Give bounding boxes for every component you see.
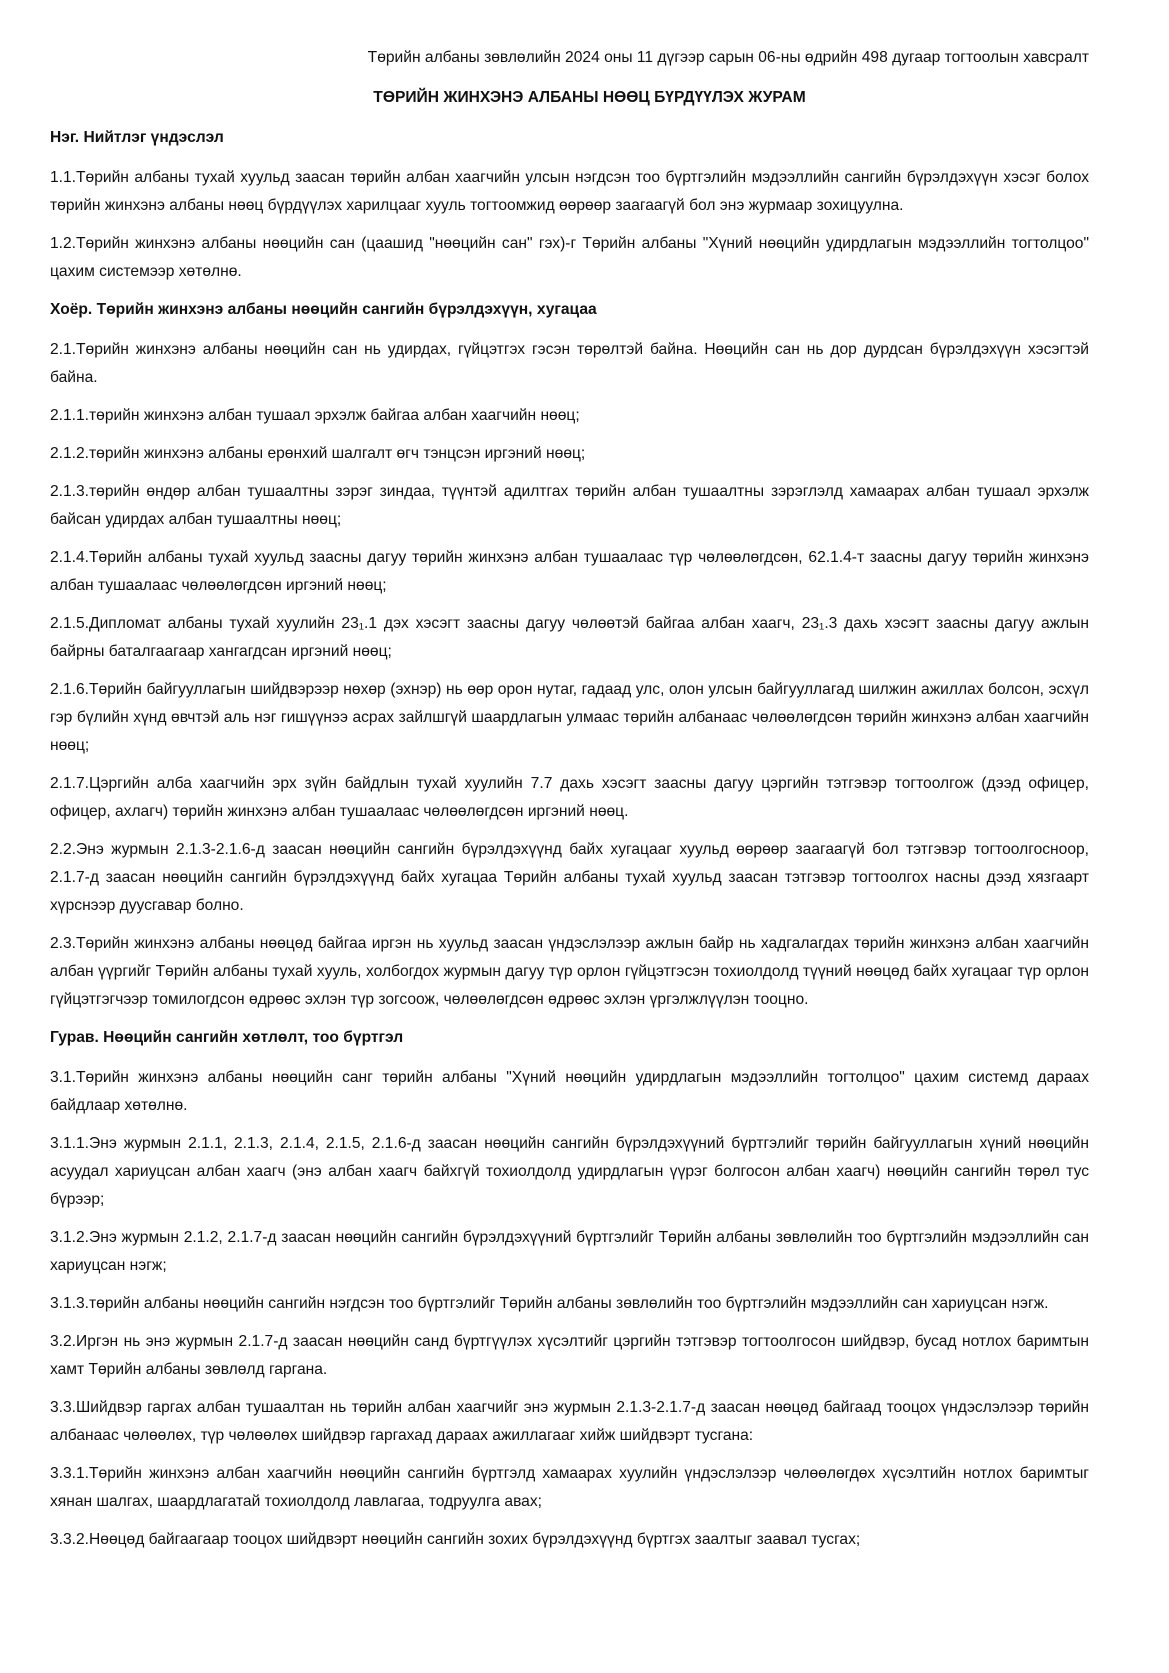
section-heading: Нэг. Нийтлэг үндэслэл xyxy=(50,129,224,146)
paragraph-3-3-2: 3.3.2.Нөөцөд байгаагаар тооцох шийдвэрт нөөцийн сангийн зохих бүрэлдэхүүнд бүртгэх заалтыг заавал тусгах; xyxy=(50,1531,861,1548)
paragraph-2-1: 2.1.Төрийн жинхэнэ албаны нөөцийн сан нь удирдах, гүйцэтгэх гэсэн төрөлтэй байна. Нөөцийн сан нь дор дурдсан бүрэлдэхүүн хэсэгтэй байна. xyxy=(50,341,1089,386)
paragraph-2-2: 2.2.Энэ журмын 2.1.3-2.1.6-д заасан нөөцийн сангийн бүрэлдэхүүнд байх хугацааг хуульд өөрөөр заагаагүй бол тэтгэвэр тогтоолгосноор, 2.1.7-д заасан нөөцийн сангийн бүрэлдэхүүнд байх хугацаа Төрийн албаны тухай хуульд заасан тэтгэвэр тогтоолгох насны дээд хязгаарт хүрснээр дуусгавар болно. xyxy=(50,841,1089,914)
attachment-note: Төрийн албаны зөвлөлийн 2024 оны 11 дүгээр сарын 06-ны өдрийн 498 дугаар тогтоолын хавсралт xyxy=(367,49,1089,66)
paragraph-2-1-1: 2.1.1.төрийн жинхэнэ албан тушаал эрхэлж байгаа албан хаагчийн нөөц; xyxy=(50,407,580,424)
paragraph-2-1-5: 2.1.5.Дипломат албаны тухай хуулийн 23₁.1 дэх хэсэгт заасны дагуу чөлөөтэй байгаа албан хаагч, 23₁.3 дахь хэсэгт заасны дагуу ажлын байрны баталгаагаар хангагдсан иргэний нөөц; xyxy=(50,615,1089,660)
paragraph-2-1-3: 2.1.3.төрийн өндөр албан тушаалтны зэрэг зиндаа, түүнтэй адилтгах төрийн албан тушаалтны зэрэглэлд хамаарах албан тушаал эрхэлж байсан удирдах албан тушаалтны нөөц; xyxy=(50,483,1089,528)
paragraph-1-1: 1.1.Төрийн албаны тухай хуульд заасан төрийн албан хаагчийн улсын нэгдсэн тоо бүртгэлийн мэдээллийн сангийн бүрэлдэхүүн хэсэг болох төрийн жинхэнэ албаны нөөц бүрдүүлэх харилцааг хууль тогтоомжид өөрөөр заагаагүй бол энэ журмаар зохицуулна. xyxy=(50,169,1089,214)
paragraph-2-1-6: 2.1.6.Төрийн байгууллагын шийдвэрээр нөхөр (эхнэр) нь өөр орон нутаг, гадаад улс, олон улсын байгууллагад шилжин ажиллах болсон, эсхүл гэр бүлийн хүнд өвчтэй аль нэг гишүүнээ асрах зайлшгүй шаардлагын улмаас төрийн албанаас чөлөөлөгдсөн төрийн жинхэнэ албан хаагчийн нөөц; xyxy=(50,681,1089,754)
paragraph-3-2: 3.2.Иргэн нь энэ журмын 2.1.7-д заасан нөөцийн санд бүртгүүлэх хүсэлтийг цэргийн тэтгэвэр тогтоолгосон шийдвэр, бусад нотлох баримтын хамт Төрийн албаны зөвлөлд гаргана. xyxy=(50,1333,1089,1378)
section-heading: Хоёр. Төрийн жинхэнэ албаны нөөцийн сангийн бүрэлдэхүүн, хугацаа xyxy=(50,301,597,318)
paragraph-3-3-1: 3.3.1.Төрийн жинхэнэ албан хаагчийн нөөцийн сангийн бүртгэлд хамаарах хуулийн үндэслэлээр чөлөөлөгдөх хүсэлтийн нотлох баримтыг хянан шалгах, шаардлагатай тохиолдолд лавлагаа, тодруулга авах; xyxy=(50,1465,1089,1510)
document-title: ТӨРИЙН ЖИНХЭНЭ АЛБАНЫ НӨӨЦ БҮРДҮҮЛЭХ ЖУРАМ xyxy=(373,89,806,106)
paragraph-2-1-7: 2.1.7.Цэргийн алба хаагчийн эрх зүйн байдлын тухай хуулийн 7.7 дахь хэсэгт заасны дагуу цэргийн тэтгэвэр тогтоолгож (дээд офицер, офицер, ахлагч) төрийн жинхэнэ албан тушаалаас чөлөөлөгдсөн иргэний нөөц. xyxy=(50,775,1089,820)
paragraph-3-1: 3.1.Төрийн жинхэнэ албаны нөөцийн санг төрийн албаны "Хүний нөөцийн удирдлагын мэдээллийн тогтолцоо" цахим системд дараах байдлаар хөтөлнө. xyxy=(50,1069,1089,1114)
paragraph-2-1-2: 2.1.2.төрийн жинхэнэ албаны ерөнхий шалгалт өгч тэнцсэн иргэний нөөц; xyxy=(50,445,586,462)
paragraph-3-1-2: 3.1.2.Энэ журмын 2.1.2, 2.1.7-д заасан нөөцийн сангийн бүрэлдэхүүний бүртгэлийг Төрийн албаны зөвлөлийн тоо бүртгэлийн мэдээллийн сан хариуцсан нэгж; xyxy=(50,1229,1089,1274)
paragraph-1-2: 1.2.Төрийн жинхэнэ албаны нөөцийн сан (цаашид "нөөцийн сан" гэх)-г Төрийн албаны "Хүний нөөцийн удирдлагын мэдээллийн тогтолцоо" цахим системээр хөтөлнө. xyxy=(50,235,1089,280)
section-heading: Гурав. Нөөцийн сангийн хөтлөлт, тоо бүртгэл xyxy=(50,1029,404,1046)
paragraph-3-1-1: 3.1.1.Энэ журмын 2.1.1, 2.1.3, 2.1.4, 2.1.5, 2.1.6-д заасан нөөцийн сангийн бүрэлдэхүүний бүртгэлийг төрийн байгууллагын хүний нөөцийн асуудал хариуцсан албан хаагч (энэ албан хаагч байхгүй тохиолдолд удирдлагын үүрэг болгосон албан хаагч) нөөцийн сангийн төрөл тус бүрээр; xyxy=(50,1135,1089,1208)
paragraph-2-3: 2.3.Төрийн жинхэнэ албаны нөөцөд байгаа иргэн нь хуульд заасан үндэслэлээр ажлын байр нь хадгалагдах төрийн жинхэнэ албан хаагчийн албан үүргийг Төрийн албаны тухай хууль, холбогдох журмын дагуу түр орлон гүйцэтгэсэн тохиолдолд түүний нөөцөд байх хугацааг түр орлон гүйцэтгэгчээр томилогдсон өдрөөс эхлэн түр зогсоож, чөлөөлөгдсөн өдрөөс эхлэн үргэлжлүүлэн тооцно. xyxy=(50,935,1089,1008)
paragraph-3-1-3: 3.1.3.төрийн албаны нөөцийн сангийн нэгдсэн тоо бүртгэлийг Төрийн албаны зөвлөлийн тоо бүртгэлийн мэдээллийн сан хариуцсан нэгж. xyxy=(50,1295,1049,1312)
paragraph-3-3: 3.3.Шийдвэр гаргах албан тушаалтан нь төрийн албан хаагчийг энэ журмын 2.1.3-2.1.7-д заасан нөөцөд байгаад тооцох үндэслэлээр төрийн албанаас чөлөөлөх, түр чөлөөлөх шийдвэр гаргахад дараах ажиллагааг хийж шийдвэрт тусгана: xyxy=(50,1399,1089,1444)
paragraph-2-1-4: 2.1.4.Төрийн албаны тухай хуульд заасны дагуу төрийн жинхэнэ албан тушаалаас түр чөлөөлөгдсөн, 62.1.4-т заасны дагуу төрийн жинхэнэ албан тушаалаас чөлөөлөгдсөн иргэний нөөц; xyxy=(50,549,1089,594)
